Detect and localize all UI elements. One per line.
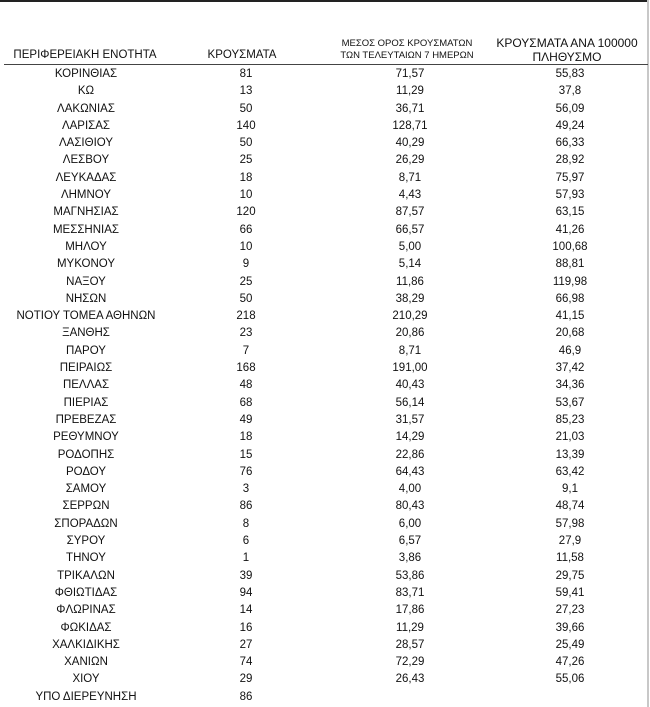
table-row xyxy=(0,602,650,619)
header-avg7-line1: ΜΕΣΟΣ ΟΡΟΣ ΚΡΟΥΣΜΑΤΩΝ xyxy=(341,38,473,49)
cell-cases: 50 xyxy=(239,292,253,305)
cell-cases: 66 xyxy=(239,223,253,236)
cell-region: ΧΑΛΚΙΔΙΚΗΣ xyxy=(52,638,120,651)
cell-region: ΝΗΣΩΝ xyxy=(65,292,107,305)
cell-avg7: 40,29 xyxy=(395,137,425,150)
cell-region: ΞΑΝΘΗΣ xyxy=(62,327,110,340)
header-per100k-line2: ΠΛΗΘΥΣΜΟ xyxy=(532,50,602,64)
cell-cases: 14 xyxy=(239,604,253,617)
cell-cases: 25 xyxy=(239,275,253,288)
table-row xyxy=(0,66,650,83)
header-avg7-line2: ΤΩΝ ΤΕΛΕΥΤΑΙΩΝ 7 ΗΜΕΡΩΝ xyxy=(340,50,474,61)
header-per100k xyxy=(492,36,642,64)
cell-per100k: 55,83 xyxy=(555,68,585,80)
cell-cases: 86 xyxy=(239,690,253,703)
cell-per100k: 63,15 xyxy=(555,206,585,219)
cell-avg7: 4,00 xyxy=(398,483,422,496)
cell-per100k: 48,74 xyxy=(555,500,585,513)
cell-avg7: 17,86 xyxy=(395,604,425,617)
cell-region: ΜΗΛΟΥ xyxy=(65,240,107,253)
cell-cases: 140 xyxy=(236,119,256,132)
header-per100k-line1: ΚΡΟΥΣΜΑΤΑ ΑΝΑ 100000 xyxy=(496,36,638,50)
table-row xyxy=(0,343,650,360)
cell-per100k: 27,9 xyxy=(558,535,582,548)
cell-region: ΦΘΙΩΤΙΔΑΣ xyxy=(54,586,118,599)
cell-per100k: 57,93 xyxy=(555,189,585,202)
cell-region: ΦΛΩΡΙΝΑΣ xyxy=(56,604,116,617)
cell-per100k: 47,26 xyxy=(555,656,585,669)
cell-per100k: 27,23 xyxy=(555,604,585,617)
cell-region: ΧΑΝΙΩΝ xyxy=(64,656,108,669)
cell-cases: 218 xyxy=(236,310,256,323)
cell-avg7: 11,29 xyxy=(396,621,424,634)
cell-cases: 120 xyxy=(236,206,256,219)
cell-region: ΛΑΚΩΝΙΑΣ xyxy=(57,102,115,115)
cell-per100k: 46,9 xyxy=(558,344,582,357)
cell-avg7: 64,43 xyxy=(395,465,425,478)
cell-per100k: 66,33 xyxy=(555,137,585,150)
table-row xyxy=(0,429,650,446)
top-border xyxy=(0,0,647,2)
cell-avg7: 72,29 xyxy=(395,656,425,669)
cell-avg7: 87,57 xyxy=(395,206,425,219)
cell-region: ΣΠΟΡΑΔΩΝ xyxy=(54,517,118,530)
cell-cases: 1 xyxy=(242,552,250,565)
cell-region: ΠΡΕΒΕΖΑΣ xyxy=(55,413,117,426)
cell-avg7: 14,29 xyxy=(395,431,425,444)
cell-cases: 8 xyxy=(242,517,250,530)
cell-per100k: 119,98 xyxy=(552,275,588,288)
table-row xyxy=(0,291,650,308)
table-row xyxy=(0,481,650,498)
cell-avg7: 40,43 xyxy=(395,379,425,392)
cell-region: ΡΟΔΟΠΗΣ xyxy=(57,448,115,461)
cell-cases: 3 xyxy=(242,483,250,496)
cell-region: ΚΟΡΙΝΘΙΑΣ xyxy=(54,68,118,80)
table-row xyxy=(0,187,650,204)
table-row xyxy=(0,170,650,187)
cell-per100k: 11,58 xyxy=(556,552,584,565)
cell-avg7: 191,00 xyxy=(392,362,428,375)
cell-region: ΤΡΙΚΑΛΩΝ xyxy=(57,569,115,582)
cell-avg7: 210,29 xyxy=(392,310,428,323)
cell-avg7: 4,43 xyxy=(398,189,422,202)
cell-per100k: 20,68 xyxy=(555,327,585,340)
cell-per100k: 49,24 xyxy=(555,119,585,132)
cell-cases: 76 xyxy=(239,465,253,478)
header-region: ΠΕΡΙΦΕΡΕΙΑΚΗ ΕΝΟΤΗΤΑ xyxy=(13,49,157,61)
cell-cases: 10 xyxy=(239,189,253,202)
cell-cases: 23 xyxy=(239,327,253,340)
cell-per100k: 41,15 xyxy=(555,310,585,323)
cell-per100k: 55,06 xyxy=(555,673,585,686)
cell-region: ΛΗΜΝΟΥ xyxy=(60,189,112,202)
header-cases: ΚΡΟΥΣΜΑΤΑ xyxy=(207,49,277,61)
table-row xyxy=(0,550,650,567)
cell-avg7: 128,71 xyxy=(392,119,428,132)
cell-region: ΡΕΘΥΜΝΟΥ xyxy=(53,431,119,444)
cell-per100k: 66,98 xyxy=(555,292,585,305)
table-row xyxy=(0,585,650,602)
cell-avg7: 31,57 xyxy=(395,413,425,426)
cell-per100k: 39,66 xyxy=(555,621,585,634)
cell-avg7: 71,57 xyxy=(395,68,425,80)
cell-cases: 168 xyxy=(236,362,256,375)
cell-cases: 13 xyxy=(239,85,253,98)
cell-cases: 50 xyxy=(239,102,253,115)
cell-cases: 15 xyxy=(239,448,253,461)
cell-region: ΜΑΓΝΗΣΙΑΣ xyxy=(53,206,119,219)
cell-region: ΡΟΔΟΥ xyxy=(65,465,107,478)
cell-avg7: 5,14 xyxy=(398,258,422,271)
cell-per100k: 57,98 xyxy=(555,517,585,530)
table-row xyxy=(0,135,650,152)
cell-region: ΛΕΥΚΑΔΑΣ xyxy=(55,171,117,184)
cell-region: ΜΕΣΣΗΝΙΑΣ xyxy=(52,223,120,236)
table-row xyxy=(0,83,650,100)
cell-per100k: 37,8 xyxy=(558,85,582,98)
cell-region: ΠΑΡΟΥ xyxy=(66,344,106,357)
table-row xyxy=(0,395,650,412)
cell-avg7: 6,57 xyxy=(398,535,422,548)
cell-per100k: 9,1 xyxy=(562,483,578,496)
cell-cases: 6 xyxy=(242,535,250,548)
cell-region: ΝΑΞΟΥ xyxy=(66,275,106,288)
cell-cases: 39 xyxy=(239,569,253,582)
cell-per100k: 28,92 xyxy=(555,154,585,167)
table-row xyxy=(0,256,650,273)
cell-cases: 25 xyxy=(239,154,253,167)
cell-cases: 7 xyxy=(242,344,250,357)
table-row xyxy=(0,568,650,585)
cell-cases: 81 xyxy=(239,68,253,80)
cell-cases: 16 xyxy=(239,621,253,634)
cell-region: ΣΥΡΟΥ xyxy=(66,535,106,548)
table-row xyxy=(0,101,650,118)
cell-avg7: 20,86 xyxy=(395,327,425,340)
table-row xyxy=(0,118,650,135)
table-row xyxy=(0,152,650,169)
cell-per100k: 85,23 xyxy=(555,413,585,426)
cell-avg7: 26,43 xyxy=(395,673,425,686)
cell-avg7: 8,71 xyxy=(398,344,422,357)
cell-region: ΜΥΚΟΝΟΥ xyxy=(56,258,116,271)
table-body xyxy=(0,66,650,706)
cell-avg7: 8,71 xyxy=(398,171,422,184)
table-row xyxy=(0,308,650,325)
cell-avg7: 6,00 xyxy=(398,517,422,530)
cell-avg7: 83,71 xyxy=(395,586,425,599)
cell-avg7: 5,00 xyxy=(398,240,422,253)
table-row xyxy=(0,360,650,377)
cell-cases: 10 xyxy=(239,240,253,253)
cell-region: ΤΗΝΟΥ xyxy=(66,552,106,565)
table-row xyxy=(0,412,650,429)
cell-avg7: 11,29 xyxy=(396,85,424,98)
cell-region: ΦΩΚΙΔΑΣ xyxy=(60,621,112,634)
table-row xyxy=(0,654,650,671)
cell-per100k: 53,67 xyxy=(555,396,585,409)
cell-per100k: 56,09 xyxy=(555,102,585,115)
cell-per100k: 37,42 xyxy=(555,362,585,375)
cell-per100k: 59,41 xyxy=(555,586,585,599)
table-row xyxy=(0,637,650,654)
cell-avg7: 11,86 xyxy=(396,275,424,288)
cell-avg7: 36,71 xyxy=(395,102,425,115)
cell-per100k: 88,81 xyxy=(555,258,585,271)
cell-region: ΛΑΣΙΘΙΟΥ xyxy=(58,137,114,150)
cell-cases: 94 xyxy=(239,586,253,599)
cell-cases: 27 xyxy=(239,638,253,651)
cell-region: ΚΩ xyxy=(77,85,95,98)
cell-cases: 68 xyxy=(239,396,253,409)
table-row xyxy=(0,325,650,342)
cell-region: ΧΙΟΥ xyxy=(72,673,100,686)
cell-region: ΛΕΣΒΟΥ xyxy=(62,154,110,167)
cell-cases: 86 xyxy=(239,500,253,513)
cell-per100k: 63,42 xyxy=(555,465,585,478)
cell-avg7: 38,29 xyxy=(395,292,425,305)
table-row xyxy=(0,533,650,550)
cell-region: ΥΠΟ ΔΙΕΡΕΥΝΗΣΗ xyxy=(35,690,137,703)
table-row xyxy=(0,447,650,464)
cell-region: ΣΑΜΟΥ xyxy=(65,483,107,496)
cell-cases: 9 xyxy=(242,258,250,271)
table-row xyxy=(0,516,650,533)
table-row xyxy=(0,620,650,637)
cell-region: ΛΑΡΙΣΑΣ xyxy=(61,119,111,132)
cell-per100k: 75,97 xyxy=(555,171,585,184)
header-avg7 xyxy=(322,38,492,62)
cell-region: ΠΙΕΡΙΑΣ xyxy=(63,396,109,409)
cell-region: ΣΕΡΡΩΝ xyxy=(62,500,110,513)
table-row xyxy=(0,239,650,256)
table-row xyxy=(0,222,650,239)
cell-cases: 18 xyxy=(239,431,253,444)
cell-avg7: 22,86 xyxy=(395,448,425,461)
cell-per100k: 29,75 xyxy=(555,569,585,582)
cell-avg7: 53,86 xyxy=(395,569,425,582)
cell-cases: 48 xyxy=(239,379,253,392)
cell-per100k: 100,68 xyxy=(552,240,588,253)
cell-per100k: 34,36 xyxy=(555,379,585,392)
table-row xyxy=(0,671,650,688)
header-divider xyxy=(4,64,648,65)
cell-avg7: 26,29 xyxy=(395,154,425,167)
table-row xyxy=(0,204,650,221)
cell-cases: 50 xyxy=(239,137,253,150)
cell-avg7: 66,57 xyxy=(395,223,425,236)
cell-cases: 49 xyxy=(239,413,253,426)
table-row xyxy=(0,689,650,706)
table-row xyxy=(0,498,650,515)
cell-avg7: 3,86 xyxy=(398,552,422,565)
cell-per100k: 25,49 xyxy=(555,638,585,651)
cell-avg7: 28,57 xyxy=(395,638,425,651)
cell-per100k: 21,03 xyxy=(555,431,585,444)
cell-region: ΝΟΤΙΟΥ ΤΟΜΕΑ ΑΘΗΝΩΝ xyxy=(16,310,156,323)
cell-cases: 18 xyxy=(239,171,253,184)
cell-region: ΠΕΛΛΑΣ xyxy=(62,379,110,392)
table-row xyxy=(0,377,650,394)
table-row xyxy=(0,274,650,291)
cell-per100k: 41,26 xyxy=(555,223,585,236)
cell-avg7: 56,14 xyxy=(395,396,425,409)
cell-cases: 29 xyxy=(239,673,253,686)
table-row xyxy=(0,464,650,481)
cell-region: ΠΕΙΡΑΙΩΣ xyxy=(59,362,113,375)
cell-cases: 74 xyxy=(239,656,253,669)
cell-per100k: 13,39 xyxy=(555,448,585,461)
cell-avg7: 80,43 xyxy=(395,500,425,513)
